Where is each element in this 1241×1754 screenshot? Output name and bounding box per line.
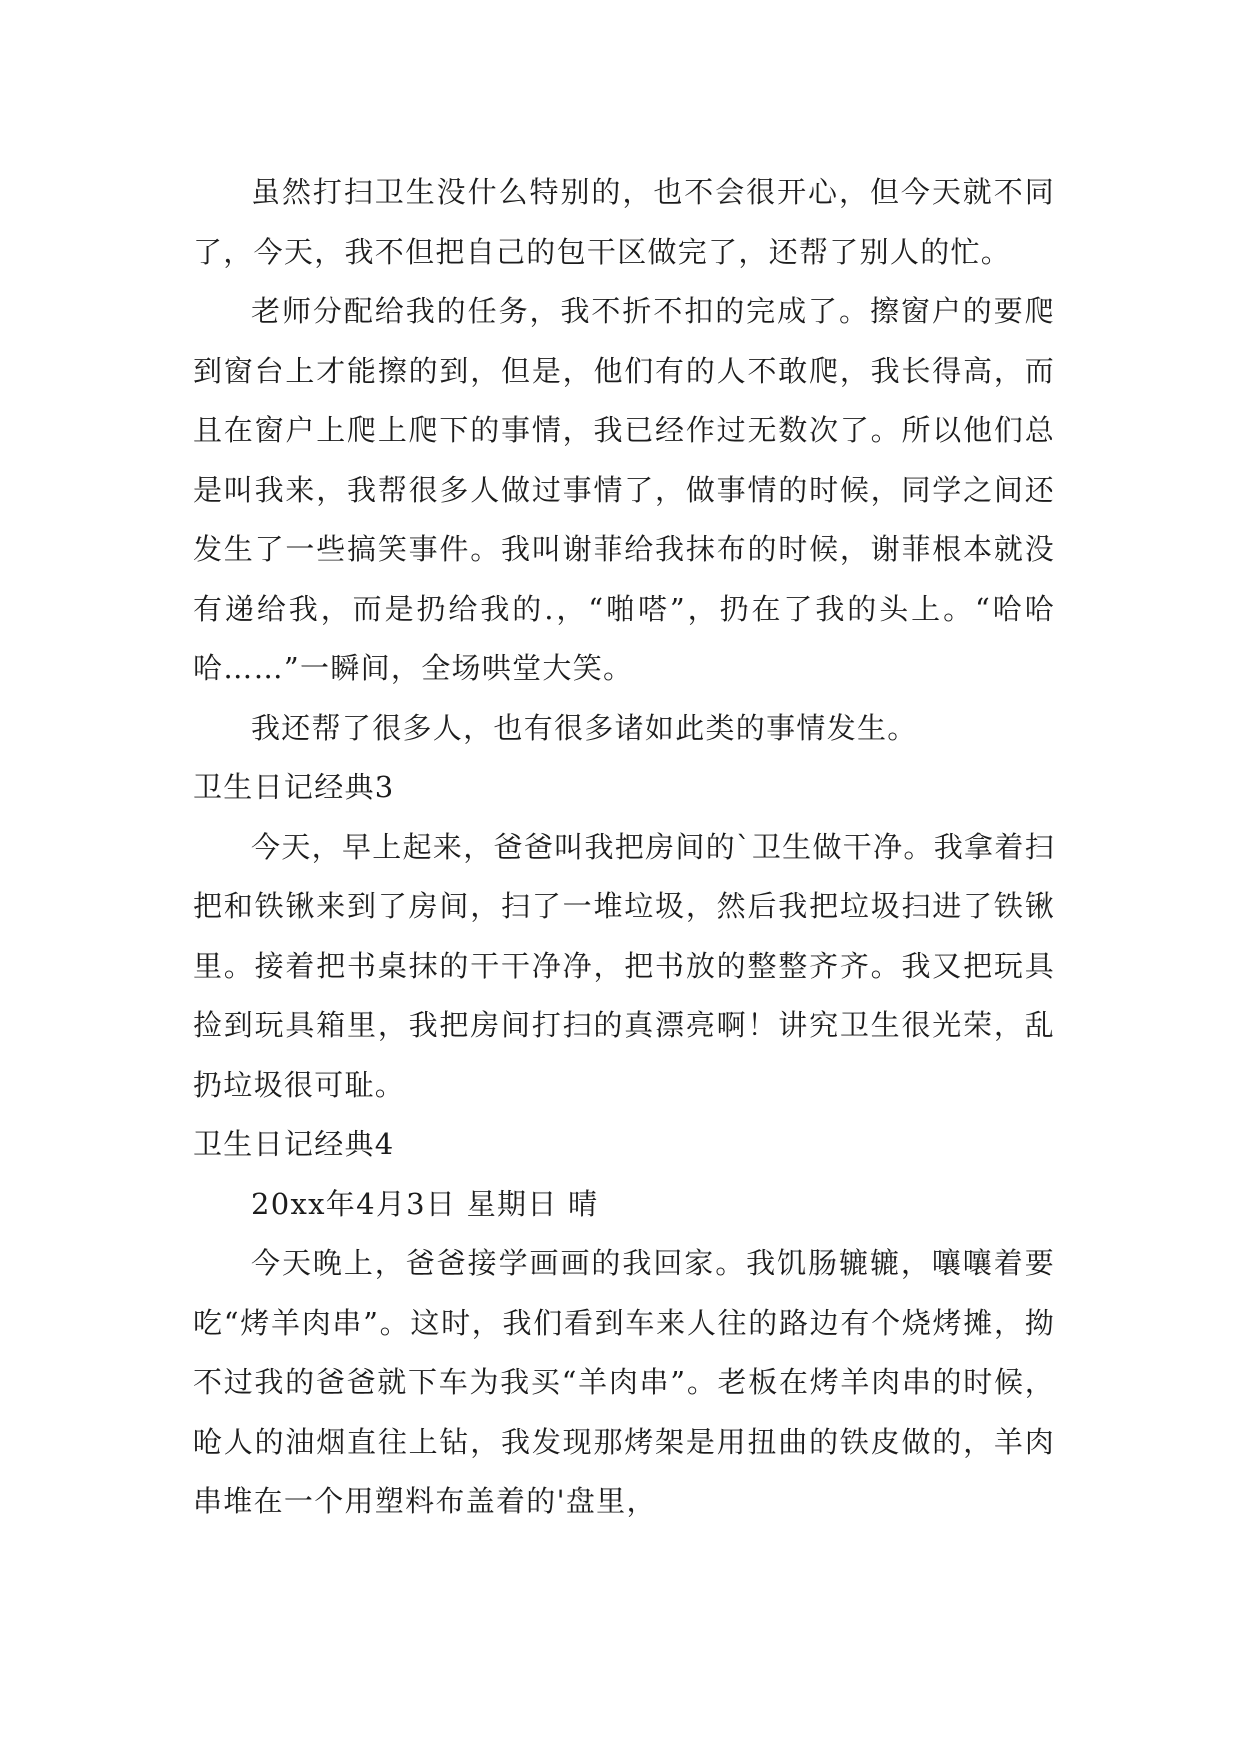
paragraph-helped-many: 我还帮了很多人，也有很多诸如此类的事情发生。 bbox=[251, 710, 918, 745]
paragraph-cleaning-intro: 虽然打扫卫生没什么特别的，也不会很开心，但今天就不同了，今天，我不但把自己的包干区做完了，还帮了别人的忙。 bbox=[193, 175, 1055, 269]
section-heading-3: 卫生日记经典3 bbox=[193, 770, 395, 804]
paragraph-teacher-task: 老师分配给我的任务，我不折不扣的完成了。擦窗户的要爬到窗台上才能擦的到，但是，他们有的人不敢爬，我长得高，而且在窗户上爬上爬下的事情，我已经作过无数次了。所以他们总是叫我来，我帮很多人做过事情了，做事情的时候，同学之间还发生了一些搞笑事件。我叫谢菲给我抹布的时候，谢菲根本就没有递给我，而是扔给我的.，“啪嗒”，扔在了我的头上。“哈哈哈……”一瞬间，全场哄堂大笑。 bbox=[193, 294, 1055, 685]
section-heading-4: 卫生日记经典4 bbox=[193, 1127, 395, 1161]
paragraph-room-cleaning: 今天，早上起来，爸爸叫我把房间的`卫生做干净。我拿着扫把和铁锹来到了房间，扫了一堆垃圾，然后我把垃圾扫进了铁锹里。接着把书桌抹的干干净净，把书放的整整齐齐。我又把玩具捡到玩具箱里，我把房间打扫的真漂亮啊！讲究卫生很光荣，乱扔垃圾很可耻。 bbox=[193, 829, 1055, 1102]
document-page bbox=[193, 163, 1055, 1532]
paragraph-lamb-skewers: 今天晚上，爸爸接学画画的我回家。我饥肠辘辘，嚷嚷着要吃“烤羊肉串”。这时，我们看到车来人往的路边有个烧烤摊，拗不过我的爸爸就下车为我买“羊肉串”。老板在烤羊肉串的时候，呛人的油烟直往上钻，我发现那烤架是用扭曲的铁皮做的，羊肉串堆在一个用塑料布盖着的'盘里， bbox=[193, 1246, 1055, 1518]
diary-date-line: 20xx年4月3日 星期日 晴 bbox=[251, 1186, 599, 1221]
